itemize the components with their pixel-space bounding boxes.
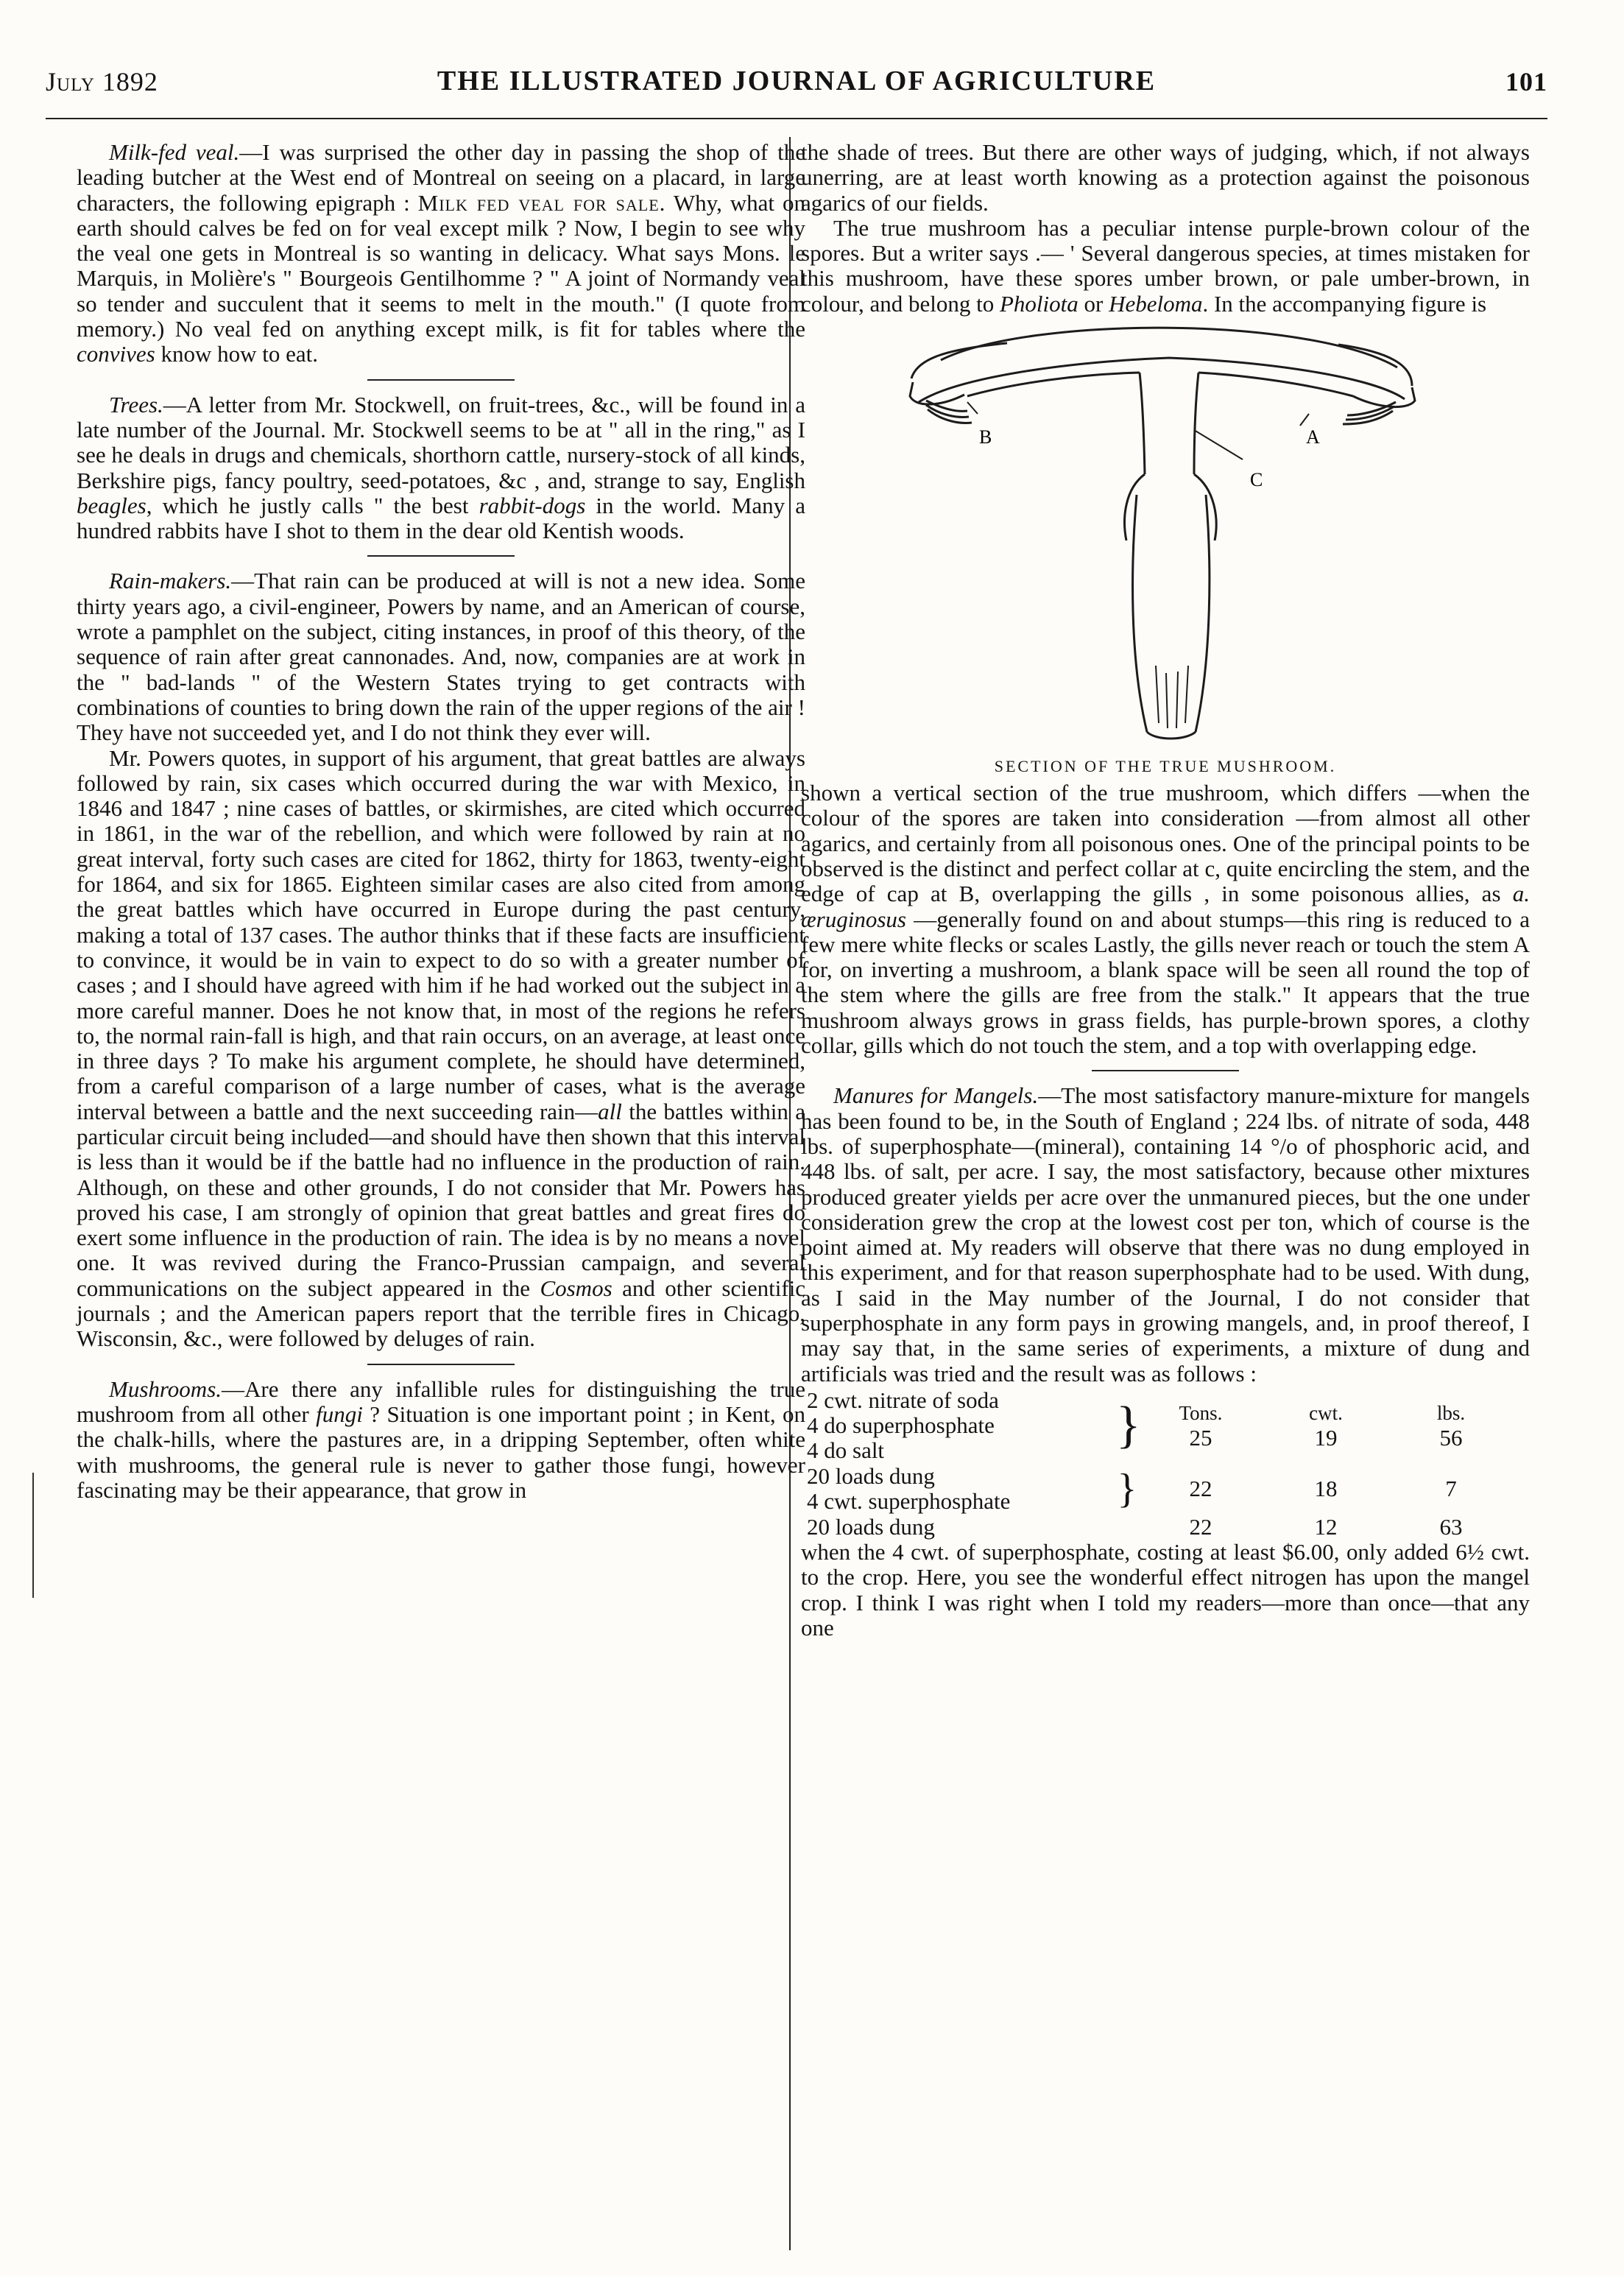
brace: } <box>1116 1396 1141 1454</box>
placard-text: Milk fed veal for sale. <box>417 189 666 216</box>
section-rule <box>367 555 515 557</box>
mushrooms-continued: the shade of trees. But there are other ways of judging, which, if not always unerring, are at least worth knowing as a protection against the poisonous agarics of our fields. <box>801 139 1530 216</box>
spores-paragraph: The true mushroom has a peculiar intense purple-brown colour of the spores. But a writer says .— ' Several dangerous species, at times mistaken for this mushroom, have these spores umber brown, or pale umber-brown, in colour, and belong to Pholiota or Hebeloma. In the accompanying figure is <box>801 214 1530 317</box>
label-a: A <box>1306 426 1320 448</box>
page-number: 101 <box>1505 67 1547 96</box>
article-heading: Milk-fed veal. <box>109 139 240 165</box>
left-column <box>77 140 805 1503</box>
article-heading: Manures for Mangels. <box>833 1082 1039 1109</box>
mangels-conclusion: when the 4 cwt. of superphosphate, costing at least $6.00, only added 6½ cwt. to the crop. Here, you see the wonderful effect nitrogen has upon the mangel crop. I think I was right when I told my readers—more than once—that any one <box>801 1538 1530 1641</box>
section-rule <box>367 379 515 381</box>
article-manures-for-mangels: Manures for Mangels.—The most satisfactory manure-mixture for mangels has been found to be, in the South of England ; 224 lbs. of nitrate of soda, 448 lbs. of superphosphate—(mineral), containing 14 °/o of phosphoric acid, and 448 lbs. of salt, per acre. I say, the most satisfactory, because other mixtures produced greater yields per acre over the unmanured pieces, but the one under consideration grew the crop at the lowest cost per ton, which of course is the point aimed at. My readers will observe that there was no dung employed in this experiment, and for that reason superphosphate had to be used. With dung, as I said in the May number of the Journal, I do not consider that superphosphate in any form pays in growing mangels, and, in proof thereof, I may say that, in the same series of experiments, a mixture of dung and artificials was tried and the result was as follows : <box>801 1082 1531 1387</box>
label-c: C <box>1250 469 1263 491</box>
mushroom-description: shown a vertical section of the true mushroom, which differs —when the colour of the spores are taken into consideration —from almost all other agarics, and certainly from all poisonous ones. One of the principal points to be observed is the distinct and perfect collar at c, quite encircling the stem, and the edge of cap at B, overlapping the gills , in some poisonous allies, as a. æruginosus —generally found on and about stumps—this ring is reduced to a few mere white flecks or scales Lastly, the gills never reach or touch the stem A for, on inverting a mushroom, a blank space will be seen all round the top of the stem where the gills are free from the stalk." It appears that the true mushroom always grows in grass fields, has purple-brown spores, a clothy collar, gills which do not touch the stem, and a top with overlapping edge. <box>801 780 1530 1059</box>
manure-results-table <box>801 1388 1530 1540</box>
running-head <box>46 60 1547 105</box>
issue-date: July 1892 <box>46 67 158 96</box>
brace: } <box>1117 1465 1137 1512</box>
section-rule <box>1092 1070 1239 1071</box>
column-header-tons: Tons. <box>1179 1401 1223 1424</box>
article-rain-makers: Rain-makers.—That rain can be produced at will is not a new idea. Some thirty years ago, a civil-engineer, Powers by name, and an American of course, wrote a pamphlet on the subject, citing instances, in proof of this theory, of the sequence of rain after great cannonades. And, now, companies are at work in the " bad-lands " of the Western States trying to get contracts with combinations of counties to bring down the rain of the upper regions of the air ! They have not succeeded yet, and I do not think they ever will. <box>77 568 805 746</box>
article-trees: Trees.—A letter from Mr. Stockwell, on fruit-trees, &c., will be found in a late number of the Journal. Mr. Stockwell seems to be at " all in the ring," as I see he deals in drugs and chemicals, shorthorn cattle, nursery-stock of all kinds, Berkshire pigs, fancy poultry, seed-potatoes, &c , and, strange to say, English beagles, which he justly calls " the best rabbit-dogs in the world. Many a hundred rabbits have I shot to them in the dear old Kentish woods. <box>77 391 805 544</box>
column-header-cwt: cwt. <box>1309 1401 1343 1424</box>
article-milk-fed-veal: Milk-fed veal.—I was surprised the other day in passing the shop of the leading butcher at the West end of Montreal on seeing on a placard, in large characters, the following epigraph : Milk fed veal for sale. Why, what on earth should calves be fed on for veal except milk ? Now, I begin to see why the veal one gets in Montreal is so wanting in delicacy. What says Mons. le Marquis, in Molière's " Bourgeois Gentilhomme ? " A joint of Normandy veal so tender and succulent that it seems to melt in the mouth." (I quote from memory.) No veal fed on anything except milk, is fit for tables where the convives know how to eat. <box>77 139 805 367</box>
margin-mark <box>32 1473 34 1598</box>
article-mushrooms: Mushrooms.—Are there any infallible rules for distinguishing the true mushroom from all other fungi ? Situation is one important point ; in Kent, on the chalk-hills, where the pastures are, in a dripping September, often white with mushrooms, the general rule is never to gather those fungi, however fascinating may be their appearance, that grow in <box>77 1375 806 1503</box>
section-rule <box>367 1364 515 1365</box>
article-rain-makers-p2: Mr. Powers quotes, in support of his argument, that great battles are always followed by rain, six cases which occurred during the war with Mexico, in 1846 and 1847 ; nine cases of battles, or skirmishes, are cited which occurred in 1861, in the war of the rebellion, and which were followed by rain at no great interval, forty such cases are cited for 1862, thirty for 1863, twenty-eight for 1864, and six for 1865. Eighteen similar cases are also cited from among the great battles which have occurred in Europe during the past century, making a total of 137 cases. The author thinks that if these facts are insufficient to convince, it would be in vain to expect to do so with a greater number of cases ; and I should have agreed with him if he had worked out the subject in a more careful manner. Does he not know that, in most of the regions he refers to, the normal rain-fall is high, and that rain occurs, on an average, at least once in three days ? To make his argument complete, he should have determined, from a careful comparison of a large number of cases, what is the average interval between a battle and the next succeeding rain—all the battles within a particular circuit being included—and should have then shown that this interval is less than it would be if the battle had no influence in the production of rain. Although, on these and other grounds, I do not consider that Mr. Powers has proved his case, I am strongly of opinion that great battles and great fires do exert some influence in the production of rain. The idea is by no means a novel one. It was revived during the Franco-Prussian campaign, and several communications on the subject appeared in the Cosmos and other scientific journals ; and the American papers report that the terrible fires in Chicago, Wisconsin, &c., were followed by deluges of rain. <box>77 744 805 1352</box>
header-rule <box>46 118 1547 119</box>
mushroom-figure <box>801 320 1530 776</box>
label-b: B <box>979 426 992 448</box>
right-column <box>801 140 1530 1641</box>
article-heading: Trees. <box>109 391 163 417</box>
table-row: 20 loads dung 4 cwt. superphosphate } 22 18 7 <box>807 1462 1457 1514</box>
column-header-lbs: lbs. <box>1436 1401 1466 1424</box>
mushroom-section-illustration <box>897 320 1434 747</box>
figure-caption: SECTION OF THE TRUE MUSHROOM. <box>994 757 1337 776</box>
article-heading: Mushrooms. <box>109 1375 222 1402</box>
table-row: 20 loads dung 22 12 63 <box>807 1513 1463 1540</box>
journal-title: THE ILLUSTRATED JOURNAL OF AGRICULTURE <box>437 66 1157 96</box>
article-heading: Rain-makers. <box>109 568 232 594</box>
table-row: 2 cwt. nitrate of soda 4 do superphosphate 4 do salt } Tons. 25 cwt. 19 lbs. 56 <box>801 1388 1530 1463</box>
